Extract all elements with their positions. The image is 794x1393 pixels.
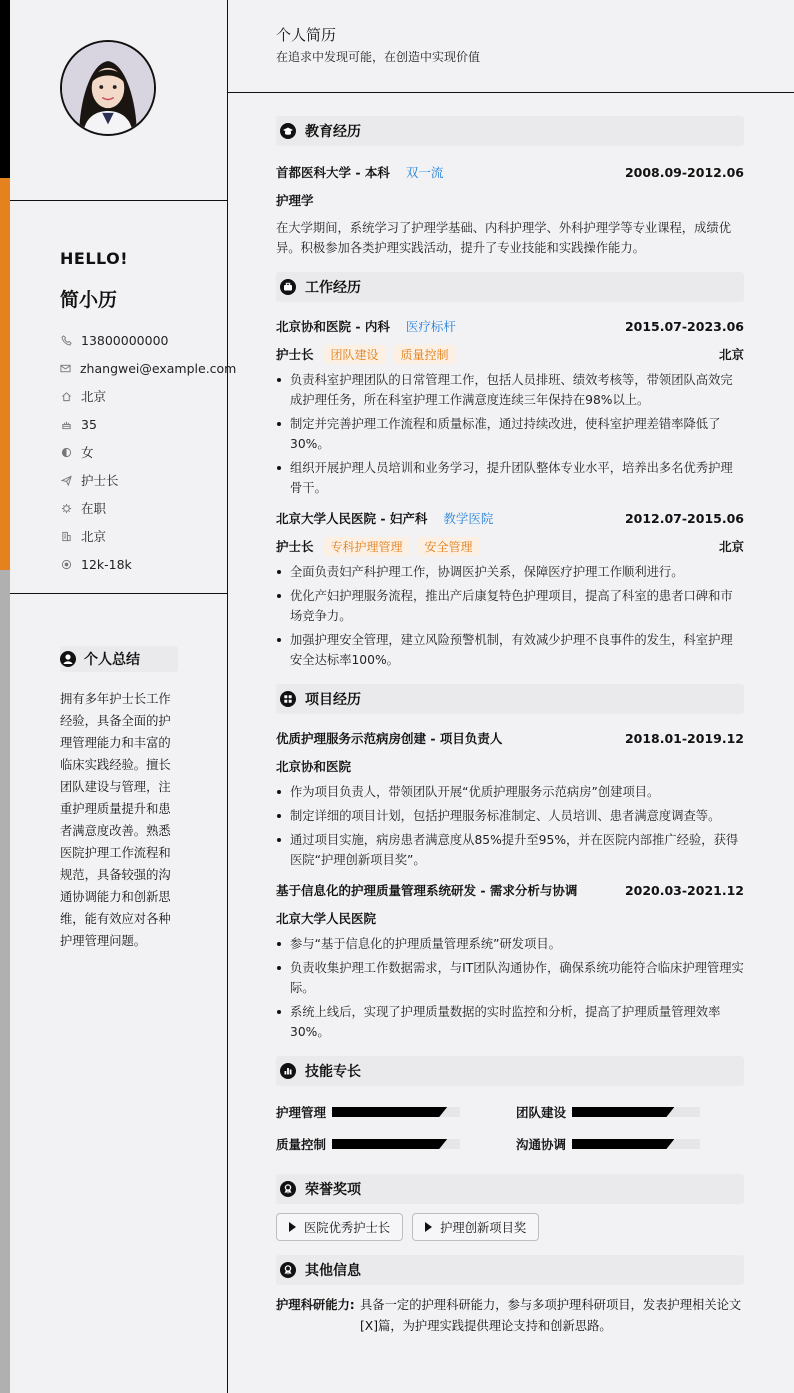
- avatar: [60, 40, 156, 136]
- building-icon: [60, 530, 72, 542]
- school-tag: 双一流: [405, 165, 444, 180]
- work-role-row: [276, 340, 744, 368]
- work-org-row: [276, 504, 744, 532]
- play-icon: [425, 1222, 432, 1232]
- other-section: [276, 1255, 744, 1337]
- contact-value: 35: [81, 416, 97, 432]
- project-org: 北京协和医院: [276, 759, 352, 774]
- phone-icon: [60, 334, 72, 346]
- work-role-row: [276, 532, 744, 560]
- work-tag: 医疗标杆: [405, 319, 456, 334]
- work-badge: 安全管理: [418, 537, 480, 556]
- send-icon: [60, 474, 72, 486]
- work-badge: 专科护理管理: [324, 537, 410, 556]
- work-item: [276, 312, 744, 498]
- contact-value: zhangwei@example.com: [80, 360, 237, 376]
- education-row: [276, 158, 744, 186]
- list-item: 制定并完善护理工作流程和质量标准，通过持续改进，使科室护理差错率降低了30%。: [276, 414, 744, 454]
- gender-icon: [60, 446, 72, 458]
- skill-bar: [332, 1139, 460, 1149]
- contact-gender: [60, 438, 227, 466]
- section-heading: [276, 1255, 744, 1285]
- list-item: 参与“基于信息化的护理质量管理系统”研发项目。: [276, 934, 744, 954]
- section-title: 技能专长: [305, 1064, 361, 1080]
- project-bullets: [276, 782, 744, 870]
- skill-name: 团队建设: [516, 1105, 567, 1120]
- user-icon: [60, 651, 76, 667]
- avatar-section: [10, 0, 227, 201]
- project-org-row: [276, 904, 744, 932]
- skill-name: 沟通协调: [516, 1137, 567, 1152]
- work-org-row: [276, 312, 744, 340]
- briefcase-icon: [280, 279, 296, 295]
- page-header: [228, 0, 794, 93]
- work-bullets: [276, 370, 744, 498]
- contact-value: 13800000000: [81, 332, 169, 348]
- skill-name: 护理管理: [276, 1105, 327, 1120]
- work-role: 护士长: [276, 347, 314, 362]
- skill-fill: [332, 1107, 447, 1117]
- contact-age: [60, 410, 227, 438]
- contact-salary: [60, 550, 227, 578]
- grid-icon: [280, 691, 296, 707]
- section-heading: [276, 272, 744, 302]
- contact-location: [60, 382, 227, 410]
- skill-fill: [332, 1139, 447, 1149]
- contact-value: 在职: [81, 501, 107, 516]
- mail-icon: [60, 362, 71, 374]
- project-item: [276, 876, 744, 1042]
- other-value: 具备一定的护理科研能力，参与多项护理科研项目，发表护理相关论文[X]篇，为护理实践提供理论支持和创新思路。: [360, 1298, 742, 1333]
- work-org: 北京大学人民医院 - 妇产科: [276, 511, 428, 526]
- page-title: 个人简历: [276, 26, 337, 44]
- summary-title: 个人总结: [84, 652, 140, 668]
- contact-status: [60, 494, 227, 522]
- skill-item: [516, 1128, 756, 1160]
- work-section: [276, 272, 744, 670]
- status-icon: [60, 502, 72, 514]
- project-name: 基于信息化的护理质量管理系统研发 - 需求分析与协调: [276, 883, 578, 898]
- play-icon: [289, 1222, 296, 1232]
- major-row: [276, 186, 744, 214]
- list-item: 负责科室护理团队的日常管理工作，包括人员排班、绩效考核等，带领团队高效完成护理任务，所在科室护理工作满意度连续三年保持在98%以上。: [276, 370, 744, 410]
- work-bullets: [276, 562, 744, 670]
- contact-email: [60, 354, 237, 382]
- skill-name: 质量控制: [276, 1137, 327, 1152]
- contact-position: [60, 466, 227, 494]
- major: 护理学: [276, 193, 314, 208]
- contact-value: 女: [81, 445, 94, 460]
- awards-list: [276, 1213, 744, 1241]
- section-title: 项目经历: [305, 692, 361, 708]
- list-item: 组织开展护理人员培训和业务学习，提升团队整体专业水平，培养出多名优秀护理骨干。: [276, 458, 744, 498]
- project-bullets: [276, 934, 744, 1042]
- contact-value: 12k-18k: [81, 556, 132, 572]
- award-tag: [412, 1213, 539, 1241]
- skills-grid: [276, 1096, 744, 1160]
- awards-section: [276, 1174, 744, 1241]
- project-row: [276, 724, 744, 752]
- section-heading: [276, 684, 744, 714]
- contact-list: [60, 326, 237, 578]
- work-org: 北京协和医院 - 内科: [276, 319, 390, 334]
- award-label: 护理创新项目奖: [440, 1221, 527, 1235]
- work-date: 2012.07-2015.06: [624, 510, 744, 526]
- cake-icon: [60, 418, 72, 430]
- award-label: 医院优秀护士长: [304, 1221, 391, 1235]
- skill-item: [516, 1096, 756, 1128]
- bar-chart-icon: [280, 1063, 296, 1079]
- skill-item: [276, 1096, 516, 1128]
- work-date: 2015.07-2023.06: [624, 318, 744, 334]
- summary-section: [10, 594, 227, 952]
- person-name: 简小历: [60, 289, 118, 311]
- contact-value: 护士长: [81, 473, 119, 488]
- graduation-cap-icon: [280, 123, 296, 139]
- project-date: 2018.01-2019.12: [624, 730, 744, 746]
- contact-value: 北京: [81, 389, 107, 404]
- award-tag: [276, 1213, 403, 1241]
- accent-strip: [0, 0, 10, 1393]
- section-title: 教育经历: [305, 124, 361, 140]
- education-desc: 在大学期间，系统学习了护理学基础、内科护理学、外科护理学等专业课程，成绩优异。积极参加各类护理实践活动，提升了专业技能和实践操作能力。: [276, 221, 731, 255]
- work-role: 护士长: [276, 539, 314, 554]
- project-name: 优质护理服务示范病房创建 - 项目负责人: [276, 731, 503, 746]
- project-date: 2020.03-2021.12: [624, 882, 744, 898]
- work-badge: 团队建设: [324, 345, 386, 364]
- summary-text: 拥有多年护士长工作经验，具备全面的护理管理能力和丰富的临床实践经验。擅长团队建设与管理，注重护理质量提升和患者满意度改善。熟悉医院护理工作流程和规范，具备较强的沟通协调能力和创新思维，能有效应对各种护理管理问题。: [60, 692, 171, 948]
- list-item: 作为项目负责人，带领团队开展“优质护理服务示范病房”创建项目。: [276, 782, 744, 802]
- contact-city: [60, 522, 227, 550]
- list-item: 优化产妇护理服务流程，推出产后康复特色护理项目，提高了科室的患者口碑和市场竞争力。: [276, 586, 744, 626]
- summary-heading: [60, 646, 178, 672]
- education-section: [276, 116, 744, 258]
- skill-fill: [572, 1139, 674, 1149]
- skills-section: [276, 1056, 744, 1160]
- skill-fill: [572, 1107, 674, 1117]
- education-date: 2008.09-2012.06: [624, 164, 744, 180]
- section-title: 工作经历: [305, 280, 361, 296]
- skill-bar: [332, 1107, 460, 1117]
- award-icon: [280, 1181, 296, 1197]
- work-item: [276, 504, 744, 670]
- money-icon: [60, 558, 72, 570]
- section-heading: [276, 1056, 744, 1086]
- contact-phone: [60, 326, 227, 354]
- work-city: 北京: [718, 347, 744, 362]
- section-heading: [276, 1174, 744, 1204]
- work-tag: 教学医院: [443, 511, 494, 526]
- profile-info: [10, 201, 237, 594]
- other-key: 护理科研能力:: [276, 1298, 355, 1312]
- projects-section: [276, 684, 744, 1042]
- skill-bar: [572, 1107, 700, 1117]
- home-icon: [60, 390, 72, 402]
- other-row: [276, 1295, 744, 1337]
- list-item: 全面负责妇产科护理工作，协调医护关系，保障医疗护理工作顺利进行。: [276, 562, 744, 582]
- section-title: 荣誉奖项: [305, 1182, 361, 1198]
- work-city: 北京: [718, 539, 744, 554]
- skill-item: [276, 1128, 516, 1160]
- sidebar: [10, 0, 237, 1393]
- page-subtitle: 在追求中发现可能，在创造中实现价值: [276, 50, 481, 64]
- list-item: 负责收集护理工作数据需求，与IT团队沟通协作，确保系统功能符合临床护理管理实际。: [276, 958, 744, 998]
- list-item: 系统上线后，实现了护理质量数据的实时监控和分析，提高了护理质量管理效率30%。: [276, 1002, 744, 1042]
- contact-value: 北京: [81, 529, 107, 544]
- list-item: 加强护理安全管理，建立风险预警机制，有效减少护理不良事件的发生，科室护理安全达标率100%。: [276, 630, 744, 670]
- school-name: 首都医科大学 - 本科: [276, 165, 390, 180]
- skill-bar: [572, 1139, 700, 1149]
- hello-greeting: HELLO!: [60, 249, 129, 268]
- section-title: 其他信息: [305, 1263, 361, 1279]
- main-content: [228, 0, 794, 1393]
- project-row: [276, 876, 744, 904]
- project-org: 北京大学人民医院: [276, 911, 377, 926]
- work-badge: 质量控制: [394, 345, 456, 364]
- list-item: 制定详细的项目计划，包括护理服务标准制定、人员培训、患者满意度调查等。: [276, 806, 744, 826]
- project-org-row: [276, 752, 744, 780]
- info-icon: [280, 1262, 296, 1278]
- list-item: 通过项目实施，病房患者满意度从85%提升至95%，并在医院内部推广经验，获得医院“护理创新项目奖”。: [276, 830, 744, 870]
- project-item: [276, 724, 744, 870]
- section-heading: [276, 116, 744, 146]
